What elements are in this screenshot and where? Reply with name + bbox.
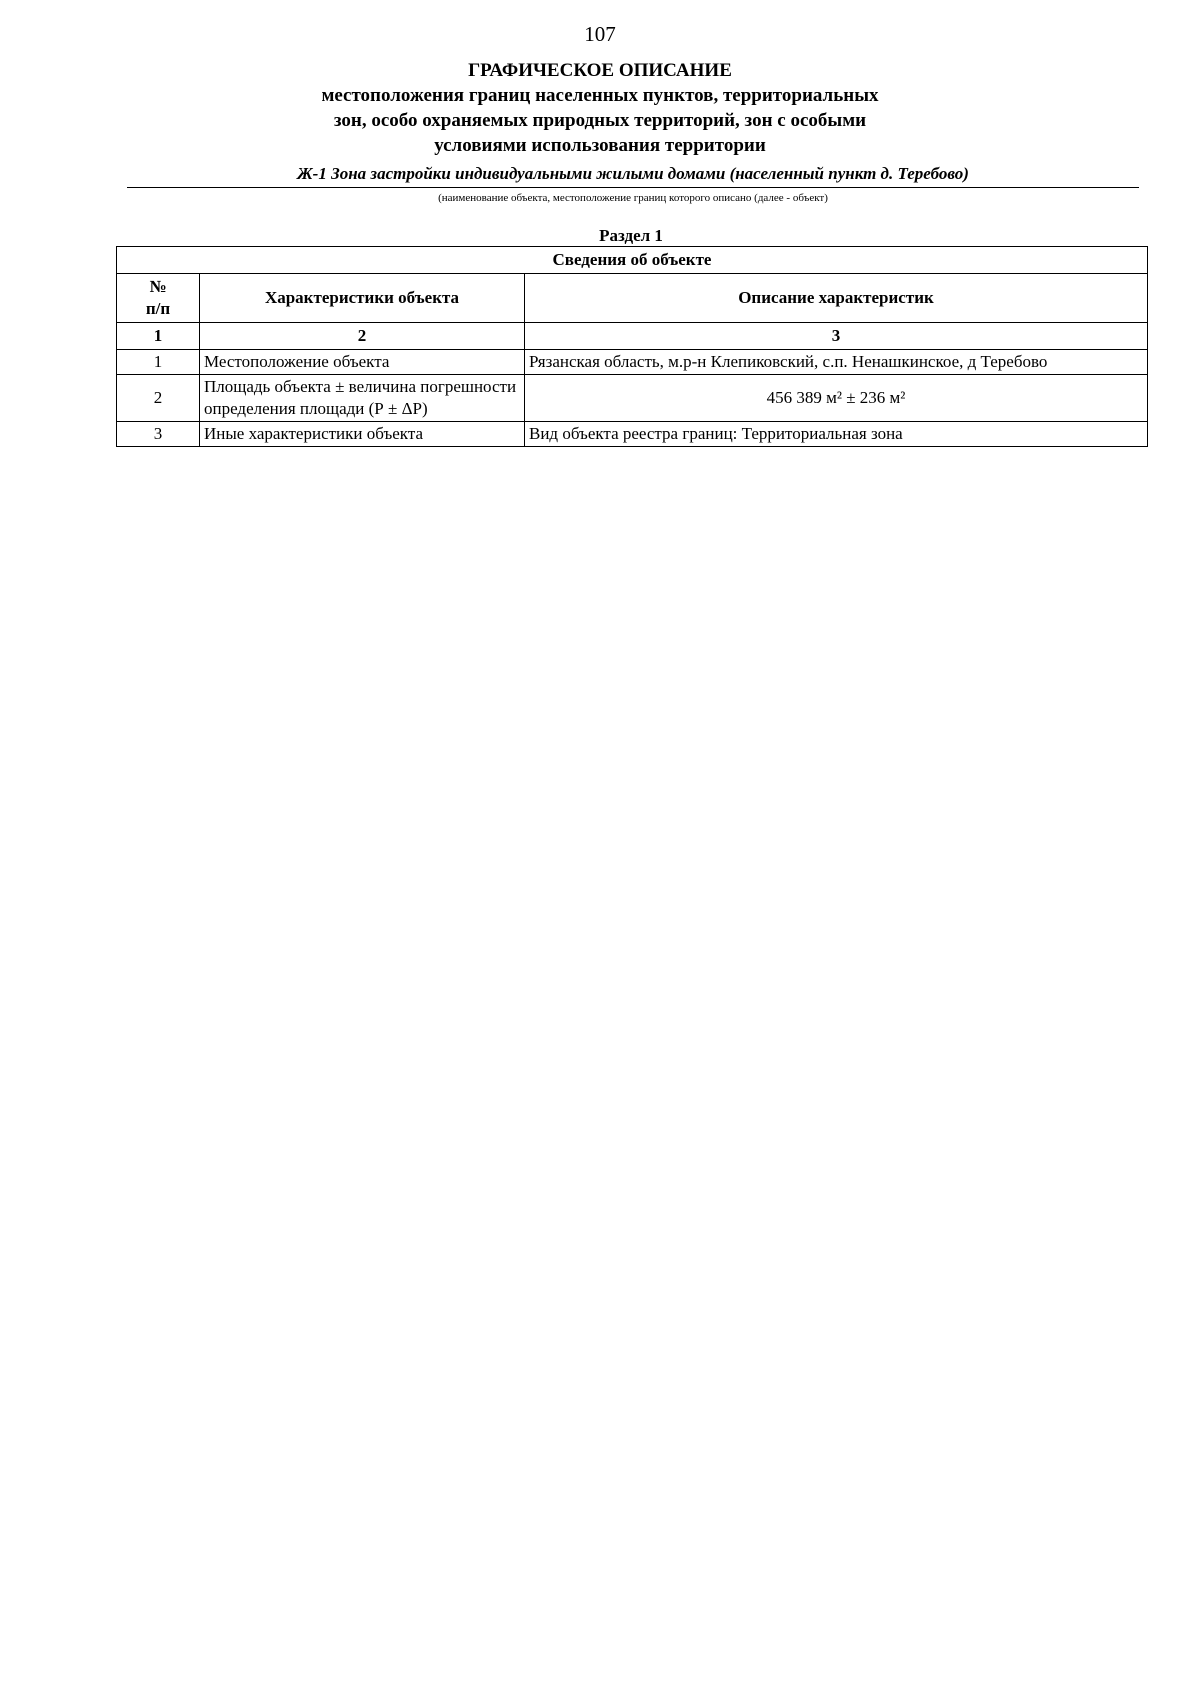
row-number: 2 [117,375,200,422]
object-name: Ж-1 Зона застройки индивидуальными жилыми домами (населенный пункт д. Теребово) [127,163,1139,188]
column-number-2: 2 [200,323,525,350]
heading-line-3: зон, особо охраняемых природных территорий, зон с особыми [333,110,867,131]
row-description: Рязанская область, м.р-н Клепиковский, с.п. Ненашкинское, д Теребово [525,350,1148,375]
row-description: 456 389 м² ± 236 м² [525,375,1148,422]
heading-line-1: ГРАФИЧЕСКОЕ ОПИСАНИЕ [468,60,732,81]
document-heading [150,58,1050,158]
heading-line-2: местоположения границ населенных пунктов, территориальных [321,85,879,106]
column-number-1: 1 [117,323,200,350]
column-number-row [117,323,1148,350]
row-characteristic: Площадь объекта ± величина погрешности определения площади (Р ± ΔР) [200,375,525,422]
row-number: 3 [117,422,200,447]
header-description: Описание характеристик [525,274,1148,323]
table-row [117,422,1148,447]
table-row [117,350,1148,375]
table-header-row [117,274,1148,323]
row-number: 1 [117,350,200,375]
row-characteristic: Иные характеристики объекта [200,422,525,447]
row-characteristic: Местоположение объекта [200,350,525,375]
page-number: 107 [584,22,616,46]
table-caption: Сведения об объекте [117,247,1148,274]
object-info-table [116,246,1148,447]
row-description: Вид объекта реестра границ: Территориальная зона [525,422,1148,447]
section-title: Раздел 1 [599,226,663,245]
table-row [117,375,1148,422]
column-number-3: 3 [525,323,1148,350]
header-characteristic: Характеристики объекта [200,274,525,323]
header-number: № п/п [117,274,200,323]
heading-line-4: условиями использования территории [434,135,766,156]
object-name-caption: (наименование объекта, местоположение границ которого описано (далее - объект) [438,192,828,204]
table-caption-row [117,247,1148,274]
